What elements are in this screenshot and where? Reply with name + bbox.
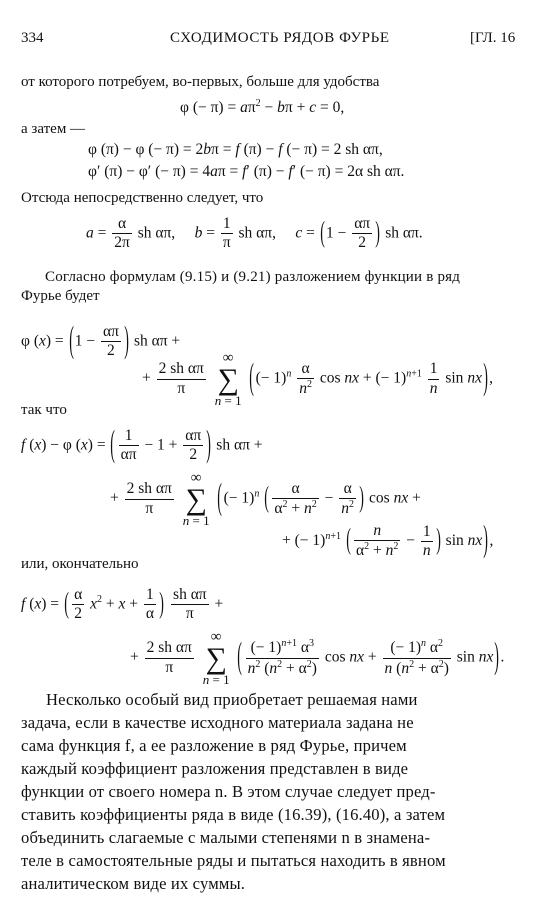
paragraph-line: аналитическом виде их суммы. (21, 874, 246, 893)
paragraph-line: сама функция f, а ее разложение в ряд Фурье, причем (21, 736, 407, 755)
running-title: СХОДИМОСТЬ РЯДОВ ФУРЬЕ (170, 30, 390, 46)
paragraph-line: теле в самостоятельные ряды и пытаться находить в явном (21, 851, 446, 870)
text-line: или, окончательно (21, 556, 139, 572)
paragraph-line: объединить слагаемые с малыми степенями n в знамена- (21, 828, 431, 847)
paragraph-line: Несколько особый вид приобретает решаемая нами (46, 690, 418, 709)
equation: φ (x) = (1 − $\frac{\alpha\pi}{2}$ ) sh απ + (21, 320, 181, 361)
text-line: Фурье будет (21, 288, 100, 304)
equation: f (x) − φ (x) = ( $\frac{1}{\alpha\pi}$ − 1 + $\frac{\alpha\pi}{2}$ ) sh απ + (21, 424, 263, 465)
paragraph-line: функции от своего номера n. В этом случае следует пред- (21, 782, 436, 801)
text-line: Отсюда непосредственно следует, что (21, 190, 264, 206)
equation: + (− 1)$^{n+1}$ ( $\frac{n}{\alpha^2 + n^2}$ − $\frac{1}{n}$ ) sin nx), (282, 519, 494, 561)
equation: φ (− $\pi) = a\pi^2 - b\pi + c = 0$, (180, 98, 345, 117)
text-line: а затем — (21, 121, 86, 137)
equation: + $\frac{\text{2 sh απ}}{\pi}$ ∞ ∑ n = 1 ((− 1)$^n$ ( $\frac{\alpha}{\alpha^2 + n^2}$ − $\frac{\alpha}{n^2}$ ) cos nx + (110, 470, 421, 528)
equation: φ′ (π) − φ′ (− π) = 4aπ = f′ (π) − f′ (− π) = 2α sh απ. (88, 163, 405, 180)
text-line: так что (21, 402, 67, 418)
equation: a = $\frac{\alpha}{2\pi}$ sh απ, b = $\frac{1}{\pi}$ sh απ, c = (1 − $\frac{\alpha\pi}{2}$ ) sh απ. (86, 215, 423, 252)
text-line: от которого потребуем, во-первых, больше для удобства (21, 74, 380, 90)
paragraph-line: ставить коэффициенты ряда в виде (16.39), (16.40), а затем (21, 805, 446, 824)
equation: + $\frac{\text{2 sh απ}}{\pi}$ ∞ ∑ n = 1 ((− 1)$^n$ $\frac{\alpha}{n^2}$ cos nx + (− 1)$^{n+1}$ $\frac{1}{n}$ sin nx), (142, 350, 493, 408)
equation: f (x) = ( $\frac{\alpha}{2}$ $x^2 + x$ + $\frac{1}{\alpha}$ ) $\frac{\text{sh απ}}{\pi}$ + (21, 586, 224, 623)
equation: + $\frac{\text{2 sh απ}}{\pi}$ ∞ ∑ n = 1 ( $\frac{(- 1)^{n+1} \alpha^3}{n^2 (n^2 + \alpha^2)}$ cos nx + $\frac{(- 1)^n \alpha^2}{n (n^2 + \alpha^2)}$ sin nx). (130, 629, 505, 687)
text-line: Согласно формулам (9.15) и (9.21) разложением функции в ряд (45, 269, 461, 285)
paragraph-line: каждый коэффициент разложения представлен в виде (21, 759, 409, 778)
page-number: 334 (21, 30, 44, 46)
equation: φ (π) − φ (− π) = 2bπ = f (π) − f (− π) = 2 sh απ, (88, 141, 383, 158)
paragraph-line: задача, если в качестве исходного материала задана не (21, 713, 414, 732)
chapter-ref: [ГЛ. 16 (470, 30, 516, 46)
